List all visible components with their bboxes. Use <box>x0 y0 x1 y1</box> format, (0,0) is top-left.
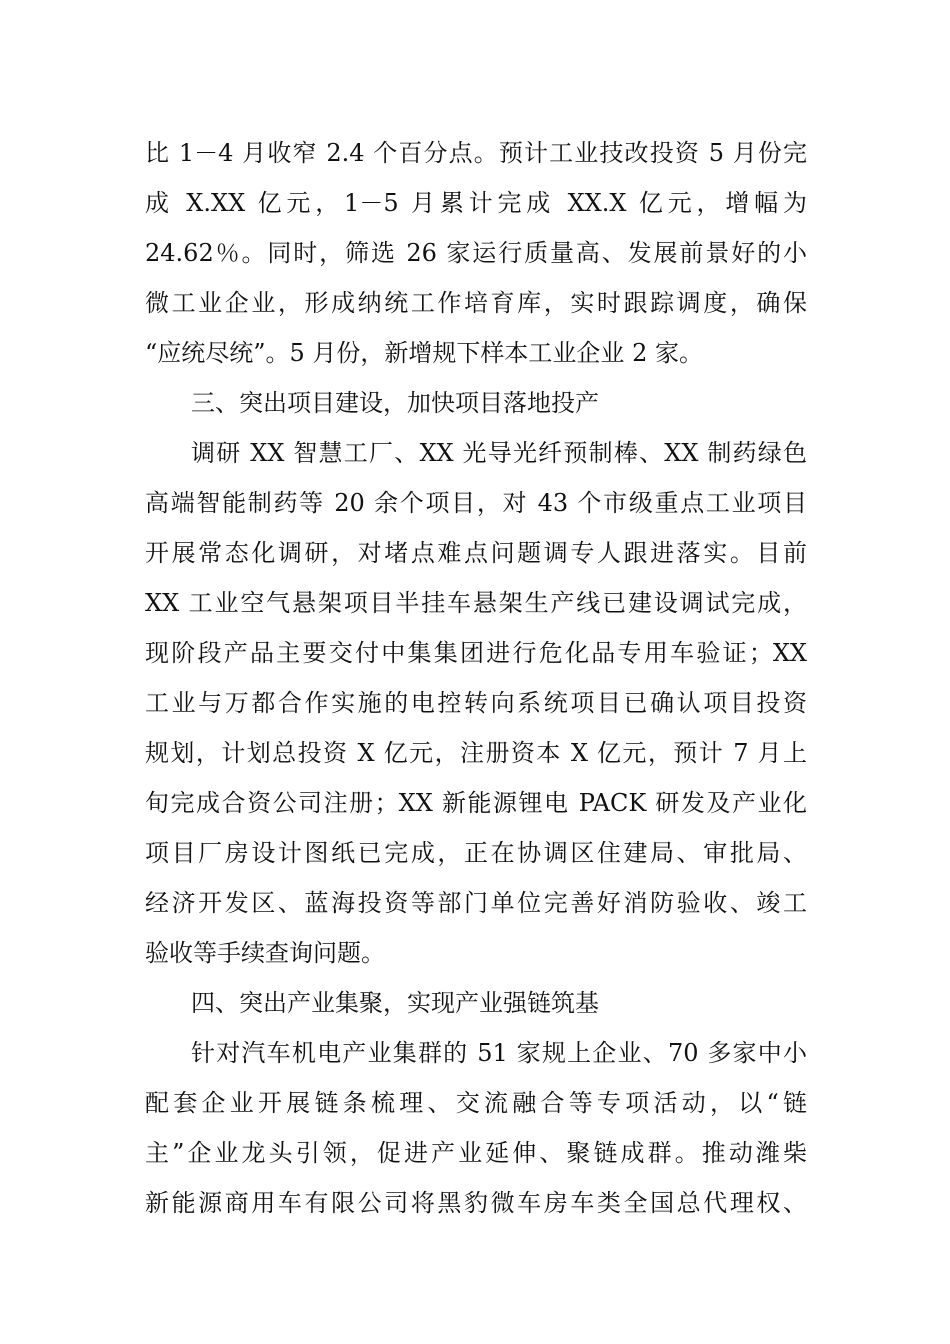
body-line: 项目厂房设计图纸已完成，正在协调区住建局、审批局、 <box>145 839 807 867</box>
body-line: XX 工业空气悬架项目半挂车悬架生产线已建设调试完成， <box>145 589 807 617</box>
body-line: 新能源商用车有限公司将黑豹微车房车类全国总代理权、 <box>145 1189 807 1217</box>
paragraph-end-line: “应统尽统”。5 月份，新增规下样本工业企业 2 家。 <box>145 339 703 367</box>
body-line: 旬完成合资公司注册；XX 新能源锂电 PACK 研发及产业化 <box>145 789 807 817</box>
body-line: 现阶段产品主要交付中集集团进行危化品专用车验证；XX <box>145 639 807 667</box>
body-line: 配套企业开展链条梳理、交流融合等专项活动，以“链 <box>145 1089 807 1117</box>
body-line: 成 X.XX 亿元，1－5 月累计完成 XX.X 亿元，增幅为 <box>145 189 807 217</box>
body-line: 24.62％。同时，筛选 26 家运行质量高、发展前景好的小 <box>145 239 807 267</box>
body-line: 高端智能制药等 20 余个项目，对 43 个市级重点工业项目 <box>145 489 807 517</box>
paragraph-end-line: 验收等手续查询问题。 <box>145 939 385 967</box>
section-heading-3: 三、突出项目建设，加快项目落地投产 <box>191 389 599 417</box>
body-line: 经济开发区、蓝海投资等部门单位完善好消防验收、竣工 <box>145 889 807 917</box>
paragraph-first-line: 调研 XX 智慧工厂、XX 光导光纤预制棒、XX 制药绿色 <box>191 439 807 467</box>
body-line: 工业与万都合作实施的电控转向系统项目已确认项目投资 <box>145 689 807 717</box>
body-line: 规划，计划总投资 X 亿元，注册资本 X 亿元，预计 7 月上 <box>145 739 807 767</box>
paragraph-first-line: 针对汽车机电产业集群的 51 家规上企业、70 多家中小 <box>191 1039 807 1067</box>
body-line: 开展常态化调研，对堵点难点问题调专人跟进落实。目前 <box>145 539 807 567</box>
body-line: 主”企业龙头引领，促进产业延伸、聚链成群。推动潍柴 <box>145 1139 807 1167</box>
body-line: 比 1－4 月收窄 2.4 个百分点。预计工业技改投资 5 月份完 <box>145 139 807 167</box>
document-body <box>145 128 807 1228</box>
body-line: 微工业企业，形成纳统工作培育库，实时跟踪调度，确保 <box>145 289 807 317</box>
section-heading-4: 四、突出产业集聚，实现产业强链筑基 <box>191 989 599 1017</box>
